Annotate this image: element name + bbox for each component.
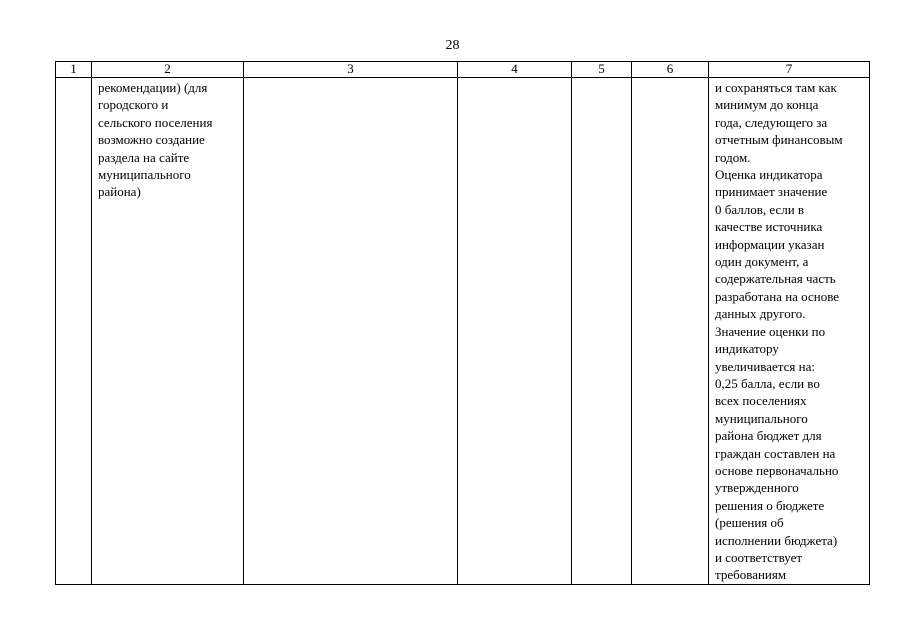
- table-cell-col1: [56, 78, 92, 585]
- page-number: 28: [445, 38, 460, 53]
- column-header-4: 4: [458, 62, 572, 78]
- cell-text-col6: [632, 78, 708, 79]
- table-cell-col2: [92, 78, 244, 585]
- table-cell-col3: [244, 78, 458, 585]
- cell-text-col4: [458, 78, 571, 79]
- column-header-6: 6: [632, 62, 709, 78]
- column-header-1: 1: [56, 62, 92, 78]
- table-header-row: [56, 62, 870, 78]
- cell-text-col2: рекомендации) (для городского и сельского поселения возможно создание раздела на сайте муниципального района): [98, 80, 213, 200]
- column-header-5: 5: [572, 62, 632, 78]
- column-header-3: 3: [244, 62, 458, 78]
- table-cell-col5: [572, 78, 632, 585]
- table-cell-col7: [709, 78, 870, 585]
- column-header-2: 2: [92, 62, 244, 78]
- table-cell-col4: [458, 78, 572, 585]
- column-header-7: 7: [709, 62, 870, 78]
- document-table: [55, 61, 870, 585]
- cell-text-col1: [56, 78, 91, 79]
- table-row: [56, 78, 870, 585]
- table-cell-col6: [632, 78, 709, 585]
- cell-text-col5: [572, 78, 631, 79]
- cell-text-col3: [244, 78, 457, 79]
- cell-text-col7: и сохраняться там как минимум до конца года, следующего за отчетным финансовым годом. Оценка индикатора принимает значение 0 баллов, если в качестве источника информации указан один документ, а содержательная часть разработана на основе данных другого. Значение оценки по индикатору увеличивается на: 0,25 балла, если во всех поселениях муниципального района бюджет для граждан составлен на основе первоначально утвержденного решения о бюджете (решения об исполнении бюджета) и соответствует требованиям: [715, 80, 843, 583]
